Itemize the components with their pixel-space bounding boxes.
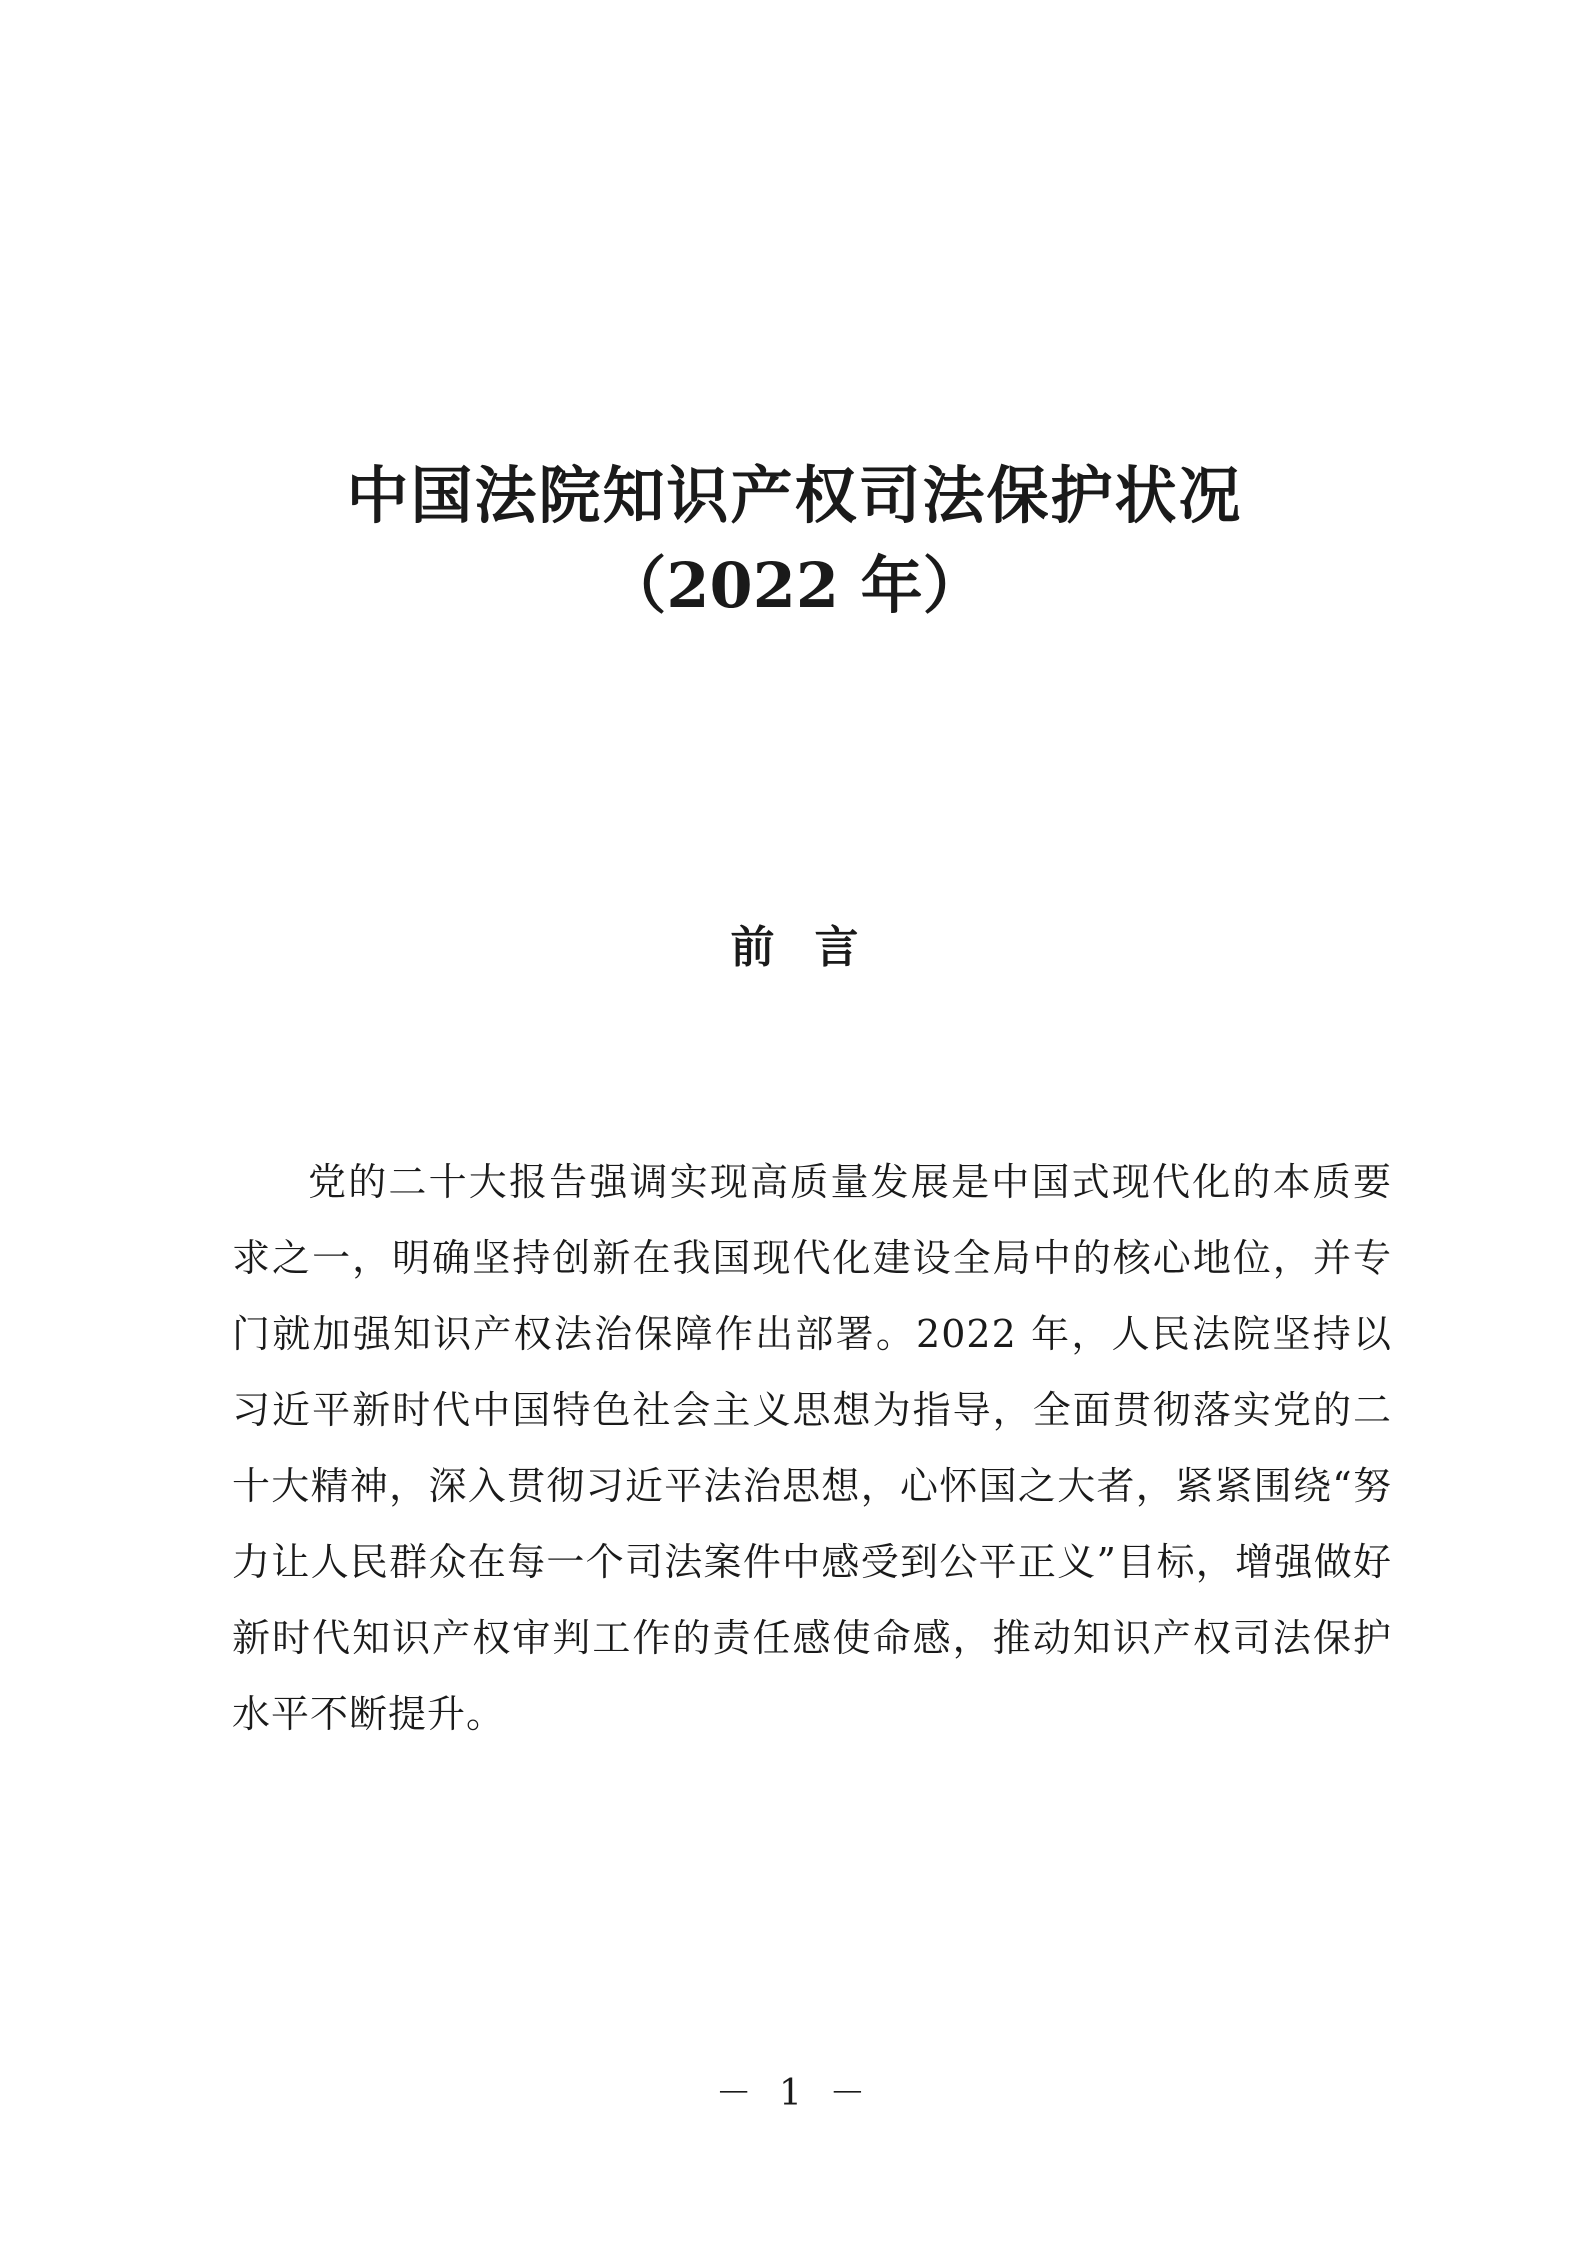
document-title: 中国法院知识产权司法保护状况: [346, 459, 1243, 532]
preface-paragraph: 党的二十大报告强调实现高质量发展是中国式现代化的本质要求之一，明确坚持创新在我国现代化建设全局中的核心地位，并专门就加强知识产权法治保障作出部署。2022 年，人民法院坚持以习近平新时代中国特色社会主义思想为指导，全面贯彻落实党的二十大精神，深入贯彻习近平法治思想，心怀国之大者，紧紧围绕“努力让人民群众在每一个司法案件中感受到公平正义”目标，增强做好新时代知识产权审判工作的责任感使命感，推动知识产权司法保护水平不断提升。: [232, 1160, 1392, 1736]
page-number: － 1 －: [715, 2073, 874, 2114]
document-title-year: （2022 年）: [604, 549, 985, 622]
section-heading-preface: 前言: [730, 922, 899, 973]
